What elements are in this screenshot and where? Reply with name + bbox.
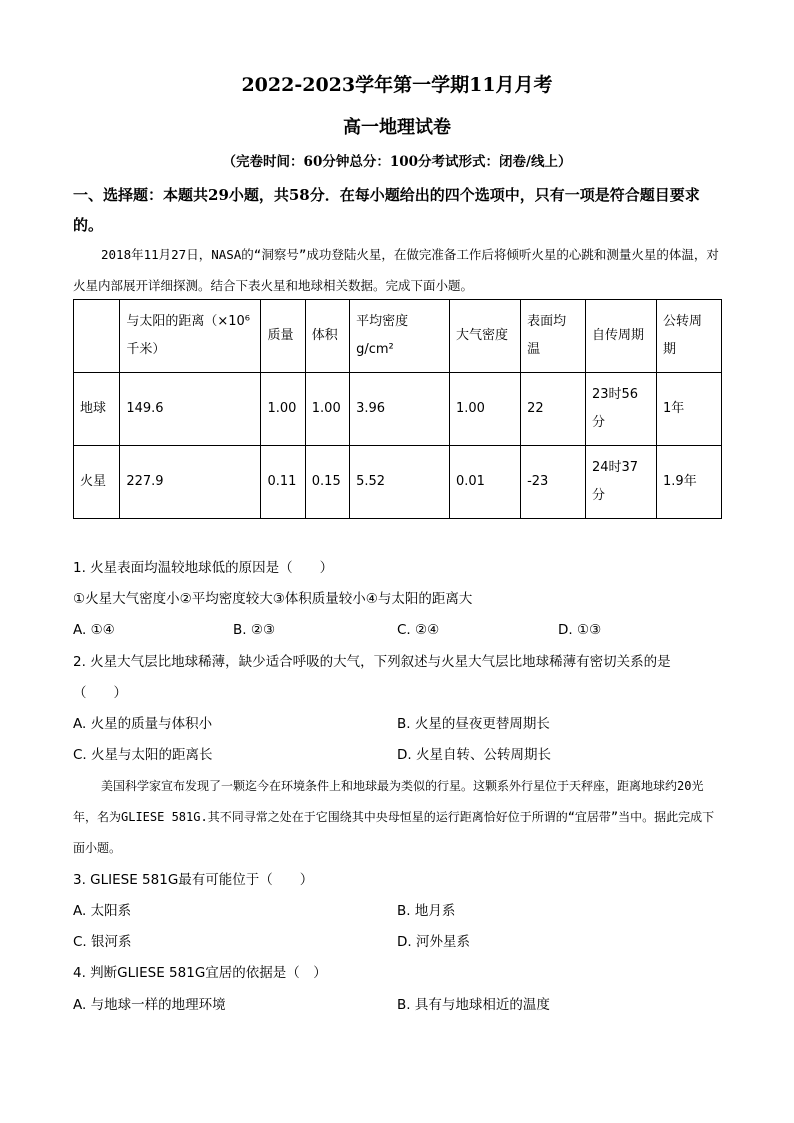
- table-row-mars: [74, 446, 722, 519]
- table-cell: 1.00: [261, 373, 305, 446]
- table-header-cell: 与太阳的距离（×10⁶千米）: [120, 300, 261, 373]
- question-1-option-d: D. ①③: [558, 622, 602, 638]
- table-cell: 22: [521, 373, 586, 446]
- question-3-option-c: C. 银河系: [73, 934, 132, 950]
- question-3-stem: 3. GLIESE 581G最有可能位于（ ）: [73, 872, 314, 888]
- table-cell: 23时56分: [585, 373, 656, 446]
- section-heading: 一、选择题：本题共29小题，共58分．在每小题给出的四个选项中，只有一项是符合题目要求的。: [73, 186, 700, 234]
- question-1-option-c: C. ②④: [397, 622, 440, 638]
- question-3-option-b: B. 地月系: [397, 903, 456, 919]
- question-1-option-b: B. ②③: [233, 622, 276, 638]
- table-row-earth: [74, 373, 722, 446]
- table-header-cell: 表面均温: [521, 300, 586, 373]
- table-cell: 5.52: [350, 446, 450, 519]
- table-header-cell: 质量: [261, 300, 305, 373]
- question-3-option-d: D. 河外星系: [397, 934, 470, 950]
- question-2-option-c: C. 火星与太阳的距离长: [73, 747, 213, 763]
- table-header-cell: [74, 300, 120, 373]
- passage-1: 2018年11月27日，NASA的“洞察号”成功登陆火星，在做完准备工作后将倾听火星的心跳和测量火星的体温，对火星内部展开详细探测。结合下表火星和地球相关数据。完成下面小题。: [73, 247, 719, 293]
- table-cell: 149.6: [120, 373, 261, 446]
- question-4-stem: 4. 判断GLIESE 581G宜居的依据是（ ）: [73, 965, 327, 981]
- question-2-option-a: A. 火星的质量与体积小: [73, 716, 213, 732]
- table-cell: 1.00: [449, 373, 520, 446]
- table-cell: 0.15: [305, 446, 349, 519]
- table-cell: -23: [521, 446, 586, 519]
- table-cell: 227.9: [120, 446, 261, 519]
- table-header-cell: 体积: [305, 300, 349, 373]
- table-cell: 0.01: [449, 446, 520, 519]
- table-header-cell: 大气密度: [449, 300, 520, 373]
- table-header-cell: 公转周期: [657, 300, 722, 373]
- question-4-option-a: A. 与地球一样的地理环境: [73, 997, 226, 1013]
- table-cell: 地球: [74, 373, 120, 446]
- table-cell: 1.00: [305, 373, 349, 446]
- question-2-option-b: B. 火星的昼夜更替周期长: [397, 716, 550, 732]
- question-4-option-b: B. 具有与地球相近的温度: [397, 997, 550, 1013]
- question-3-option-a: A. 太阳系: [73, 903, 132, 919]
- planet-data-table: [73, 299, 722, 519]
- question-2-stem-cont: （ ）: [73, 685, 127, 701]
- question-1-statements: ①火星大气密度小②平均密度较大③体积质量较小④与太阳的距离大: [73, 591, 473, 607]
- table-header-cell: 自传周期: [585, 300, 656, 373]
- exam-title: 2022-2023学年第一学期11月月考: [241, 74, 553, 96]
- question-1-option-a: A. ①④: [73, 622, 115, 638]
- exam-info: （完卷时间：60分钟总分：100分考试形式：闭卷/线上）: [222, 154, 572, 170]
- question-2-option-d: D. 火星自转、公转周期长: [397, 747, 551, 763]
- table-cell: 火星: [74, 446, 120, 519]
- table-cell: 1年: [657, 373, 722, 446]
- table-cell: 1.9年: [657, 446, 722, 519]
- table-header-cell: 平均密度g/cm²: [350, 300, 450, 373]
- passage-2: 美国科学家宣布发现了一颗迄今在环境条件上和地球最为类似的行星。这颗系外行星位于天秤座，距离地球约20光年，名为GLIESE 581G.其不同寻常之处在于它围绕其中央母恒星的运行距离恰好位于所谓的“宜居带”当中。据此完成下面小题。: [73, 779, 715, 855]
- question-1-stem: 1. 火星表面均温较地球低的原因是（ ）: [73, 560, 334, 576]
- table-cell: 3.96: [350, 373, 450, 446]
- table-header-row: [74, 300, 722, 373]
- exam-subtitle: 高一地理试卷: [343, 117, 451, 138]
- table-cell: 24时37分: [585, 446, 656, 519]
- table-cell: 0.11: [261, 446, 305, 519]
- question-2-stem: 2. 火星大气层比地球稀薄，缺少适合呼吸的大气，下列叙述与火星大气层比地球稀薄有密切关系的是: [73, 654, 671, 670]
